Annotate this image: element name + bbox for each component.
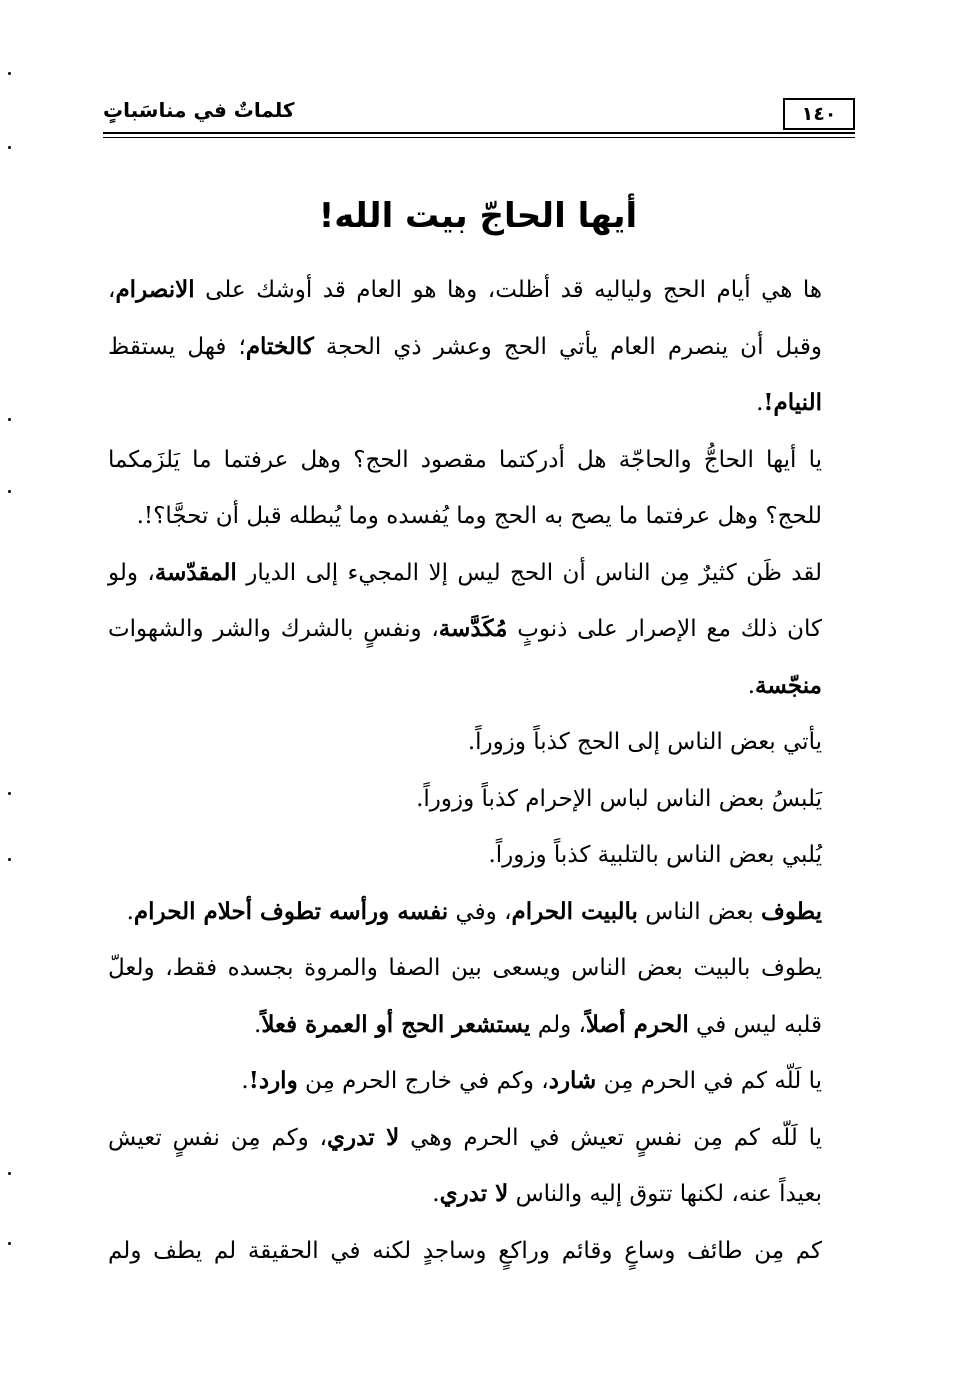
paragraph	[108, 1110, 822, 1223]
paragraph-text: .	[432, 1181, 440, 1207]
paragraph-text: .	[747, 672, 756, 699]
paragraph-text: ، ولم	[530, 1011, 586, 1038]
emphasis-text: الانصرام	[115, 276, 195, 303]
page-header	[103, 92, 855, 140]
paragraph	[108, 1053, 822, 1110]
paragraph	[108, 940, 822, 1053]
emphasis-text: يطوف	[761, 897, 822, 925]
emphasis-text: شارد	[548, 1067, 597, 1094]
emphasis-text: النيام!	[763, 389, 822, 416]
paragraph-text: ها هي أيام الحج ولياليه قد أظلت، وها هو العام قد أوشك على	[194, 277, 822, 303]
paragraph	[108, 1223, 822, 1280]
paragraph	[108, 545, 822, 715]
paragraph-text: يا أيها الحاجُّ والحاجّة هل أدركتما مقصود الحج؟ وهل عرفتما ما يَلزَمكما للحج؟ وهل عرفتما ما يصح به الحج وما يُفسده وما يُبطله قبل أن تحجَّا؟!.	[108, 446, 822, 529]
paragraph-text: ، ولو كان ذلك مع الإصرار على ذنوبٍ	[108, 559, 822, 642]
paragraph-text: ؛ فهل يستقظ	[108, 333, 246, 360]
page-number	[783, 98, 855, 130]
margin-mark	[8, 792, 11, 795]
paragraph-text: ، ونفسٍ بالشرك والشر والشهوات	[108, 616, 439, 642]
emphasis-text: لا تدري	[439, 1180, 509, 1207]
margin-mark	[8, 146, 11, 149]
emphasis-text: وارد!	[248, 1067, 298, 1094]
emphasis-text: المقدّسة	[154, 558, 237, 586]
margin-mark	[8, 1172, 11, 1175]
paragraph-text: يطوف بالبيت بعض الناس ويسعى بين الصفا والمروة بجسده فقط، ولعلّ قلبه ليس في	[108, 955, 822, 1038]
header-rule	[103, 132, 855, 134]
paragraph	[108, 714, 822, 771]
chapter-title: أيها الحاجّ بيت الله!	[318, 196, 638, 236]
emphasis-text: نفسه ورأسه تطوف أحلام الحرام	[133, 897, 449, 925]
running-title: كلماتٌ في مناسَباتٍ	[103, 98, 295, 122]
paragraph	[108, 827, 822, 884]
paragraph	[108, 432, 822, 545]
header-rule-thin	[103, 137, 855, 138]
margin-mark	[8, 72, 11, 75]
emphasis-text: منجّسة	[755, 671, 822, 699]
emphasis-text: كالختام	[245, 332, 314, 360]
paragraph-text: بعض الناس	[637, 898, 761, 925]
emphasis-text: مُكَدَّسة	[438, 615, 508, 642]
paragraph-text: كم مِن طائف وساعٍ وقائم وراكعٍ وساجدٍ لكنه في الحقيقة لم يطف ولم	[108, 1237, 822, 1264]
emphasis-text: الحرم أصلاً	[585, 1010, 689, 1038]
paragraph	[108, 771, 822, 828]
emphasis-text: لا تدري	[327, 1123, 400, 1151]
paragraph-text: .	[254, 1011, 262, 1038]
paragraph-text: ، وفي	[448, 898, 512, 925]
margin-mark	[8, 490, 11, 493]
emphasis-text: بالبيت الحرام	[511, 897, 638, 925]
paragraph-text: يَلبسُ بعض الناس لباس الإحرام كذباً وزوراً.	[416, 785, 822, 812]
paragraph-text: يُلبي بعض الناس بالتلبية كذباً وزوراً.	[488, 842, 822, 868]
paragraph	[108, 884, 822, 941]
paragraph-text: .	[126, 898, 134, 925]
paragraph-text: ، وقبل أن ينصرم العام يأتي الحج وعشر ذي الحجة	[108, 277, 822, 360]
body-text	[108, 262, 822, 1279]
paragraph-text: .	[241, 1068, 249, 1094]
paragraph-text: يا لَلّه كم في الحرم مِن	[596, 1068, 822, 1094]
page-number-text: ١٤٠	[801, 103, 837, 125]
paragraph-text: يا لَلّه كم مِن نفسٍ تعيش في الحرم وهي	[399, 1124, 822, 1151]
margin-mark	[8, 858, 11, 861]
margin-mark	[8, 418, 11, 421]
paragraph-text: لقد ظَن كثيرٌ مِن الناس أن الحج ليس إلا المجيء إلى الديار	[236, 559, 823, 586]
paragraph-text: ، وكم في خارج الحرم مِن	[297, 1068, 549, 1094]
emphasis-text: يستشعر الحج أو العمرة فعلاً	[261, 1010, 531, 1038]
paragraph-text: يأتي بعض الناس إلى الحج كذباً وزوراً.	[467, 729, 822, 755]
paragraph	[108, 262, 822, 432]
paragraph-text: .	[756, 390, 764, 416]
margin-mark	[8, 1242, 11, 1245]
paragraph-text: ، وكم مِن نفسٍ تعيش بعيداً عنه، لكنها تتوق إليه والناس	[108, 1124, 822, 1207]
